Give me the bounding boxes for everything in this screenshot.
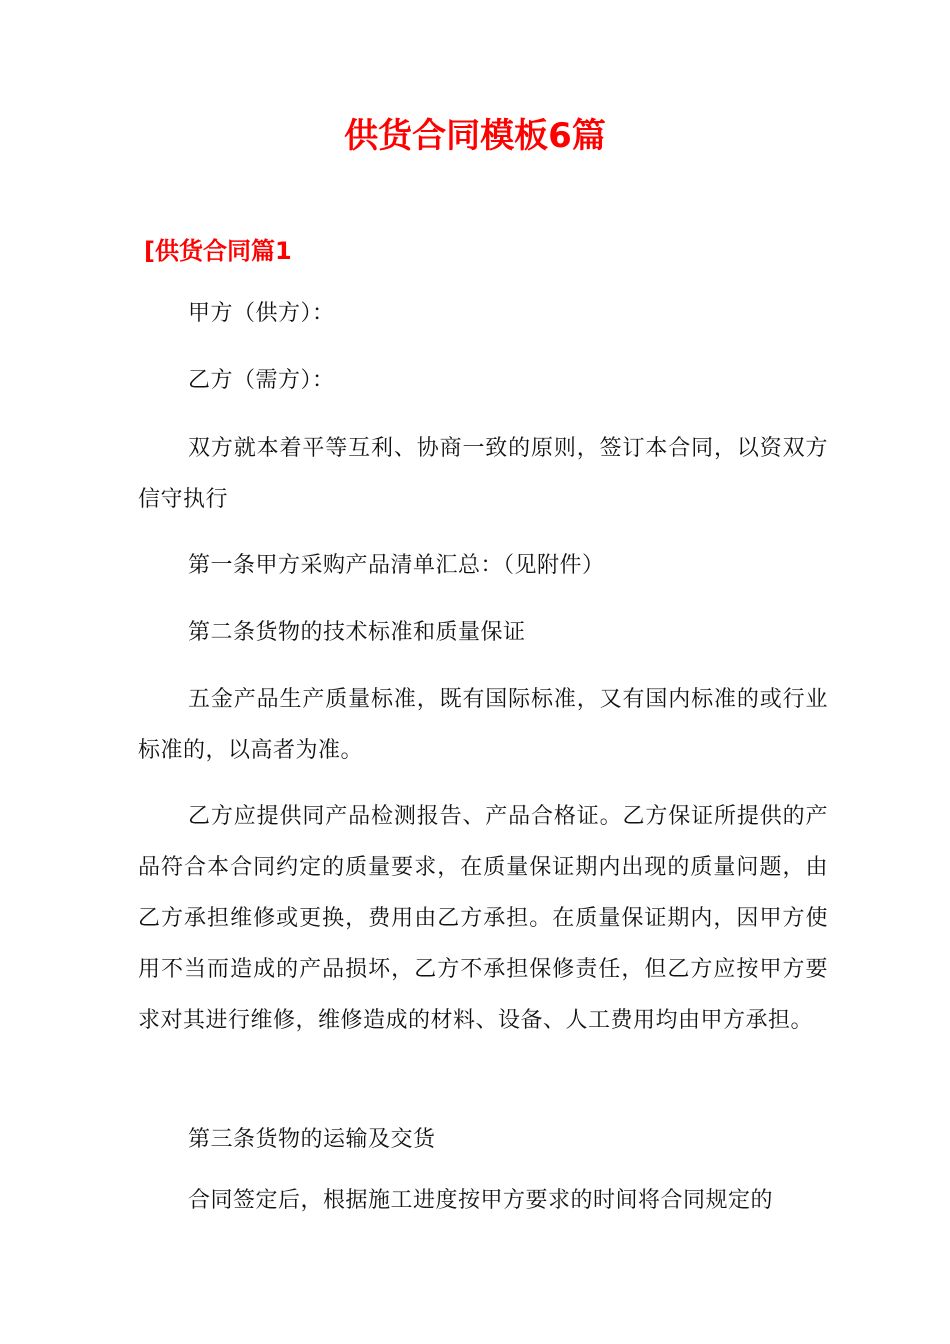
preamble-paragraph: 双方就本着平等互利、协商一致的原则，签订本合同，以资双方信守执行 <box>138 436 828 512</box>
quality-guarantee-paragraph: 乙方应提供同产品检测报告、产品合格证。乙方保证所提供的产品符合本合同约定的质量要求，在质量保证期内出现的质量问题，由乙方承担维修或更换，费用由乙方承担。在质量保证期内，因甲方使用不当而造成的产品损坏，乙方不承担保修责任，但乙方应按甲方要求对其进行维修，维修造成的材料、设备、人工费用均由甲方承担。 <box>138 804 828 1033</box>
article-2-heading: 第二条货物的技术标准和质量保证 <box>188 620 526 645</box>
article-3-heading: 第三条货物的运输及交货 <box>188 1127 436 1152</box>
party-b-line: 乙方（需方）： <box>188 368 335 393</box>
party-a-line: 甲方（供方）： <box>188 301 335 326</box>
section-heading: [供货合同篇1 <box>144 237 292 265</box>
quality-standard-paragraph: 五金产品生产质量标准，既有国际标准，又有国内标准的或行业标准的，以高者为准。 <box>138 687 828 763</box>
delivery-paragraph: 合同签定后，根据施工进度按甲方要求的时间将合同规定的 <box>188 1188 774 1213</box>
document-title: 供货合同模板6篇 <box>344 116 606 156</box>
article-1-paragraph: 第一条甲方采购产品清单汇总：（见附件） <box>188 553 605 578</box>
